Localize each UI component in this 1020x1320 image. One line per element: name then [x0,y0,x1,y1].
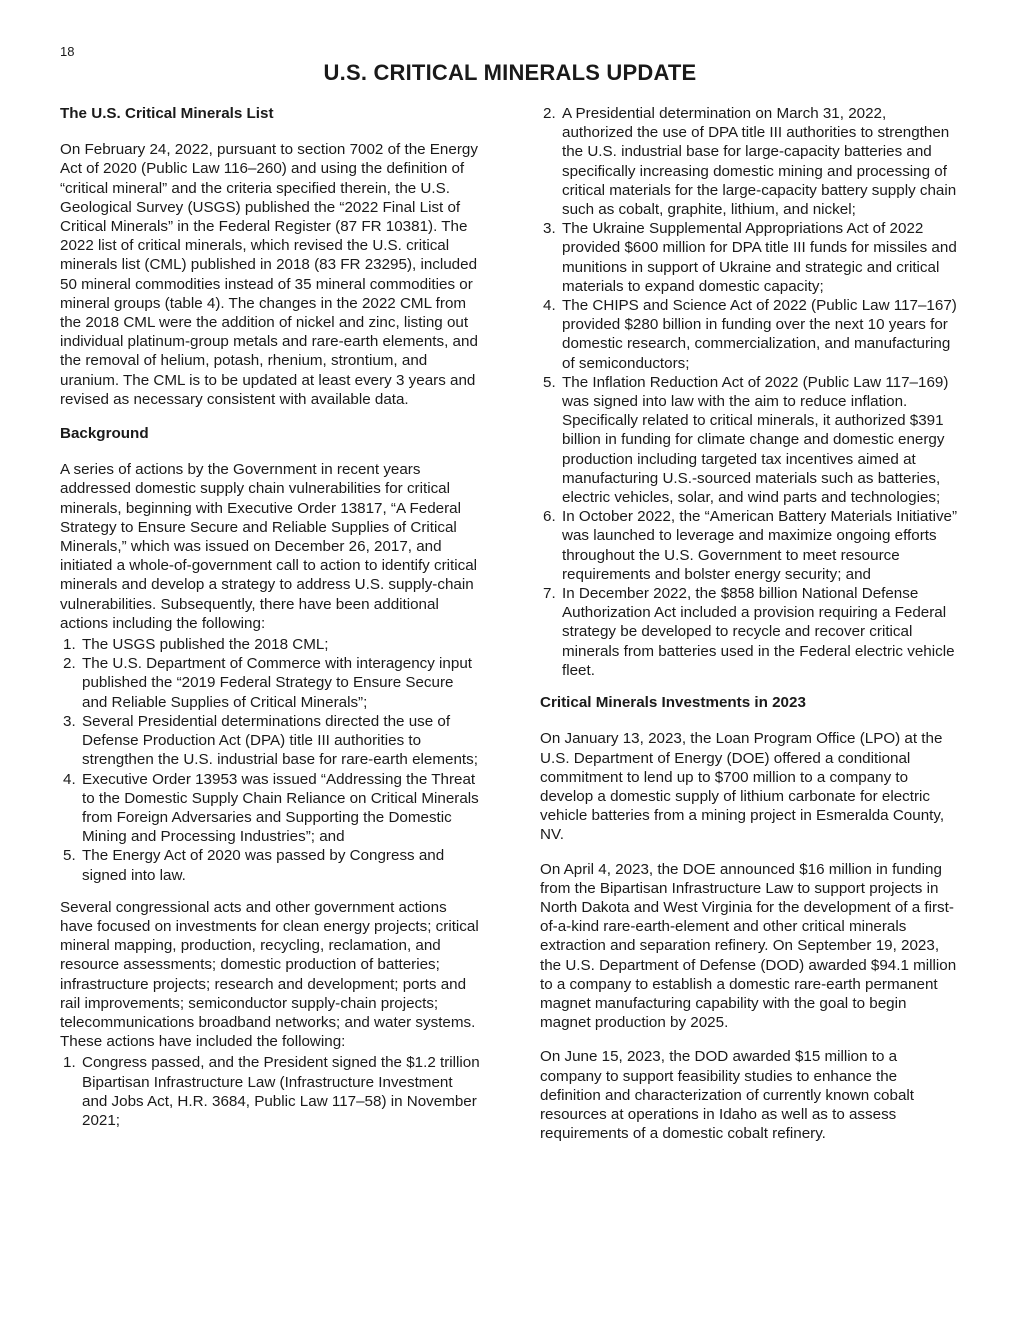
section-heading-investments-2023: Critical Minerals Investments in 2023 [540,694,806,712]
list-item [540,584,960,680]
page-number: 18 [60,44,75,59]
list-item-text: In December 2022, the $858 billion National Defense Authorization Act included a provision requiring a Federal strategy be developed to recycle and recover critical minerals from batteries used in the Federal electric vehicle fleet. [562,585,955,679]
list-item-number: 5. [543,373,556,391]
list-item-text: The CHIPS and Science Act of 2022 (Public Law 117–167) provided $280 billion in funding over the next 10 years for domestic research, commercialization, and manufacturing of semiconductors; [562,297,957,372]
list-item-number: 4. [63,770,76,788]
paragraph-background: A series of actions by the Government in recent years addressed domestic supply chain vulnerabilities for critical minerals, beginning with Executive Order 13817, “A Federal Strategy to Ensure Secure and Reliable Supplies of Critical Minerals,” which was issued on December 26, 2017, and initiated a whole-of-government call to action to identify critical minerals and develop a strategy to address U.S. supply-chain vulnerabilities. Subsequently, there have been additional actions including the following: [60,461,478,632]
paragraph-dod-cobalt: On June 15, 2023, the DOD awarded $15 million to a company to support feasibility studies to enhance the definition and characterization of currently known cobalt resources at operations in Idaho as well as to assess requirements of a domestic cobalt refinery. [540,1048,914,1143]
page-title: U.S. CRITICAL MINERALS UPDATE [323,60,697,85]
list-item-number: 1. [63,636,76,654]
list-item [540,296,960,373]
list-item [540,219,960,296]
list-item-text: In October 2022, the “American Battery Materials Initiative” was launched to leverage and maximize ongoing efforts throughout the U.S. Government to meet resource requirements and bolster energy security; and [562,508,958,583]
list-item-text: The U.S. Department of Commerce with interagency input published the “2019 Federal Strategy to Ensure Secure and Reliable Supplies of Critical Minerals”; [82,655,472,711]
list-item-number: 5. [63,847,76,865]
list-item [60,712,482,770]
list-item [60,654,482,712]
section-heading-critical-minerals-list: The U.S. Critical Minerals List [60,105,274,122]
list-item [60,1053,482,1130]
congressional-actions-list [60,1053,482,1130]
right-column [540,104,960,1158]
list-item [540,507,960,584]
paragraph-doe-dod-funding: On April 4, 2023, the DOE announced $16 million in funding from the Bipartisan Infrastructure Law to support projects in North Dakota and West Virginia for the development of a first-of-a-kind rare-earth-element and other critical minerals extraction and separation refinery. On September 19, 2023, the U.S. Department of Defense (DOD) awarded $94.1 million to a company to establish a domestic rare-earth permanent magnet manufacturing capability with the goal to begin magnet production by 2025. [540,860,957,1032]
paragraph-lpo-doe: On January 13, 2023, the Loan Program Office (LPO) at the U.S. Department of Energy (DOE) offered a conditional commitment to lend up to $700 million to a company to develop a domestic supply of lithium carbonate for electric vehicle batteries from a mining project in Esmeralda County, NV. [540,730,945,844]
list-item-number: 2. [543,105,556,122]
list-item [540,373,960,507]
list-item-text: A Presidential determination on March 31, 2022, authorized the use of DPA title III authorities to strengthen the U.S. industrial base for large-capacity batteries and specifically increasing domestic mining and processing of critical materials for the large-capacity battery supply chain such as cobalt, graphite, lithium, and nickel; [562,105,957,219]
paragraph-cml-2022: On February 24, 2022, pursuant to section 7002 of the Energy Act of 2020 (Public Law 116–260) and using the definition of “critical mineral” and the criteria specified therein, the U.S. Geological Survey (USGS) published the “2022 Final List of Critical Minerals” in the Federal Register (87 FR 10381). The 2022 list of critical minerals, which revised the U.S. critical minerals list (CML) published in 2018 (83 FR 23295), included 50 mineral commodities instead of 35 mineral commodities or mineral groups (table 4). The changes in the 2022 CML from the 2018 CML were the addition of nickel and zinc, listing out individual platinum-group metals and rare-earth elements, and the removal of helium, potash, rhenium, strontium, and uranium. The CML is to be updated at least every 3 years and revised as necessary consistent with available data. [60,141,478,408]
list-item-number: 2. [63,655,76,673]
list-item-text: Executive Order 13953 was issued “Addressing the Threat to the Domestic Supply Chain Reliance on Critical Minerals from Foreign Adversaries and Supporting the Domestic Mining and Processing Industries”; and [82,770,479,846]
list-item [60,635,482,654]
list-item-number: 1. [63,1054,76,1072]
list-item-text: Several Presidential determinations directed the use of Defense Production Act (DPA) title III authorities to strengthen the U.S. industrial base for rare-earth elements; [82,712,478,769]
list-item-number: 3. [543,220,556,238]
list-item-text: The Inflation Reduction Act of 2022 (Public Law 117–169) was signed into law with the aim to reduce inflation. Specifically related to critical minerals, it authorized $391 billion in funding for climate change and domestic energy production including targeted tax incentives aimed at manufacturing U.S.-sourced materials such as batteries, electric vehicles, solar, and wind parts and technologies; [562,373,949,507]
background-actions-list [60,635,482,885]
list-item-text: Congress passed, and the President signed the $1.2 trillion Bipartisan Infrastructure Law (Infrastructure Investment and Jobs Act, H.R. 3684, Public Law 117–58) in November 2021; [82,1054,480,1129]
paragraph-congressional-acts: Several congressional acts and other government actions have focused on investments for clean energy projects; critical mineral mapping, production, recycling, reclamation, and resource assessments; domestic production of batteries; infrastructure projects; research and development; ports and rail improvements; semiconductor supply-chain projects; telecommunications broadband networks; and water systems. These actions have included the following: [60,898,479,1051]
section-heading-background: Background [60,425,149,443]
congressional-actions-list-continued [540,104,960,680]
list-item-number: 3. [63,712,76,730]
list-item-number: 6. [543,508,556,526]
list-item-number: 4. [543,297,556,315]
left-column [60,104,482,1143]
list-item-text: The Ukraine Supplemental Appropriations Act of 2022 provided $600 million for DPA title III funds for missiles and munitions in support of Ukraine and strategic and critical materials to expand domestic capacity; [562,220,957,295]
list-item [540,104,960,219]
list-item-text: The Energy Act of 2020 was passed by Congress and signed into law. [82,847,445,884]
list-item-number: 7. [543,585,556,603]
list-item-text: The USGS published the 2018 CML; [82,636,329,654]
list-item [60,770,482,847]
list-item [60,846,482,884]
